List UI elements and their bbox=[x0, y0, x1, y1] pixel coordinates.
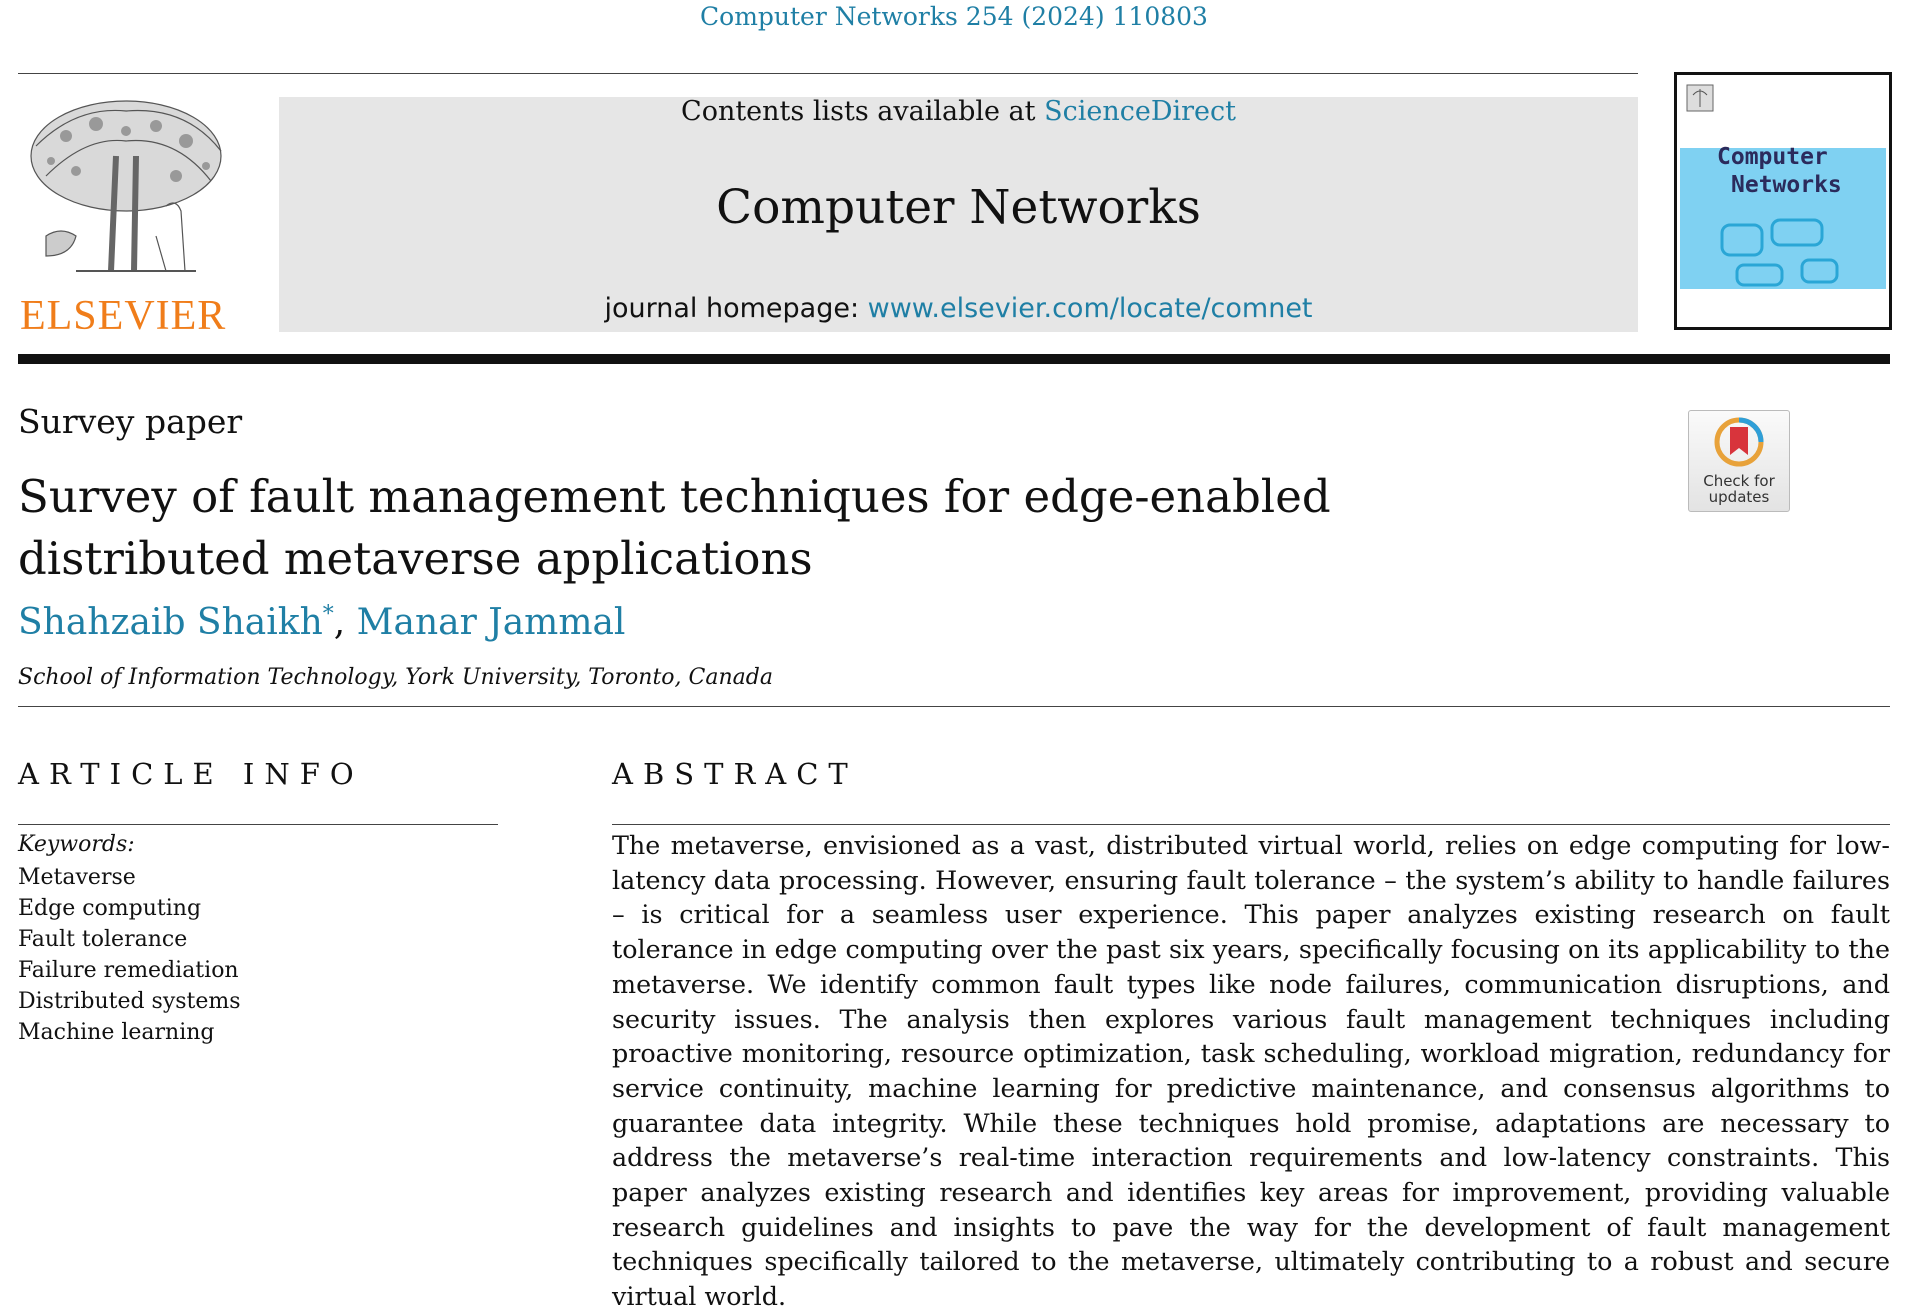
affiliation: School of Information Technology, York University, Toronto, Canada bbox=[18, 665, 773, 690]
keyword-item[interactable]: Distributed systems bbox=[18, 989, 241, 1014]
abstract-rule bbox=[612, 824, 1890, 825]
sciencedirect-link[interactable]: ScienceDirect bbox=[1044, 96, 1236, 127]
cover-title bbox=[1717, 143, 1842, 199]
cover-title-line1: Computer bbox=[1717, 144, 1828, 170]
keyword-item[interactable]: Machine learning bbox=[18, 1020, 215, 1045]
contents-line bbox=[279, 96, 1638, 127]
author-name[interactable]: Shahzaib Shaikh bbox=[18, 602, 323, 643]
check-for-updates-label[interactable]: Check for updates bbox=[1703, 472, 1775, 506]
journal-name: Computer Networks bbox=[716, 180, 1201, 235]
author-name[interactable]: Manar Jammal bbox=[356, 602, 626, 643]
top-rule bbox=[18, 73, 1638, 74]
author-list bbox=[18, 602, 625, 643]
article-title: Survey of fault management techniques for edge-enabled distributed metaverse applications bbox=[18, 470, 1331, 585]
keyword-item[interactable]: Metaverse bbox=[18, 865, 136, 890]
abstract-heading: ABSTRACT bbox=[612, 757, 858, 791]
keyword-item[interactable]: Failure remediation bbox=[18, 958, 239, 983]
abstract-text: The metaverse, envisioned as a vast, distributed virtual world, relies on edge computing for low-latency data processing. However, ensuring fault tolerance – the system’s ability to handle failures – is critical for a seamless user experience. This paper analyzes existing research on fault tolerance in edge computing over the past six years, specifically focusing on its applicability to the metaverse. We identify common fault types like node failures, communication disruptions, and security issues. The analysis then explores various fault management techniques including proactive monitoring, resource optimization, task scheduling, workload migration, redundancy for service continuity, machine learning for predictive maintenance, and consensus algorithms to guarantee data integrity. While these techniques hold promise, adaptations are necessary to address the metaverse’s real-time interaction requirements and low-latency constraints. This paper analyzes existing research and identifies key areas for improvement, providing valuable research guidelines and insights to pave the way for the development of fault management techniques specifically tailored to the metaverse, ultimately contributing to a robust and secure virtual world. bbox=[612, 830, 1890, 1312]
journal-cover-thumbnail[interactable] bbox=[1674, 72, 1892, 330]
bookmark-ribbon-icon bbox=[1714, 417, 1764, 469]
check-for-updates-badge[interactable] bbox=[1688, 410, 1790, 512]
homepage-line bbox=[279, 293, 1638, 324]
elsevier-wordmark[interactable]: ELSEVIER bbox=[20, 293, 227, 339]
cover-publisher-logo-icon bbox=[1685, 83, 1715, 113]
cover-network-graphic-icon bbox=[1717, 215, 1857, 295]
contents-prefix: Contents lists available at bbox=[681, 96, 1045, 127]
keywords-label: Keywords: bbox=[18, 832, 135, 857]
author-separator: , bbox=[333, 602, 357, 643]
homepage-prefix: journal homepage: bbox=[604, 293, 868, 324]
article-type: Survey paper bbox=[18, 402, 243, 441]
keywords-list bbox=[18, 862, 241, 1048]
keyword-item[interactable]: Edge computing bbox=[18, 896, 202, 921]
article-info-heading: ARTICLE INFO bbox=[18, 757, 364, 791]
journal-citation[interactable]: Computer Networks 254 (2024) 110803 bbox=[700, 2, 1208, 31]
cover-title-line2: Networks bbox=[1731, 172, 1842, 198]
homepage-link[interactable]: www.elsevier.com/locate/comnet bbox=[867, 293, 1313, 324]
keyword-item[interactable]: Fault tolerance bbox=[18, 927, 188, 952]
header-divider bbox=[18, 354, 1890, 364]
section-rule bbox=[18, 706, 1890, 707]
article-info-rule bbox=[18, 824, 498, 825]
corresponding-author-mark[interactable]: * bbox=[322, 602, 334, 627]
